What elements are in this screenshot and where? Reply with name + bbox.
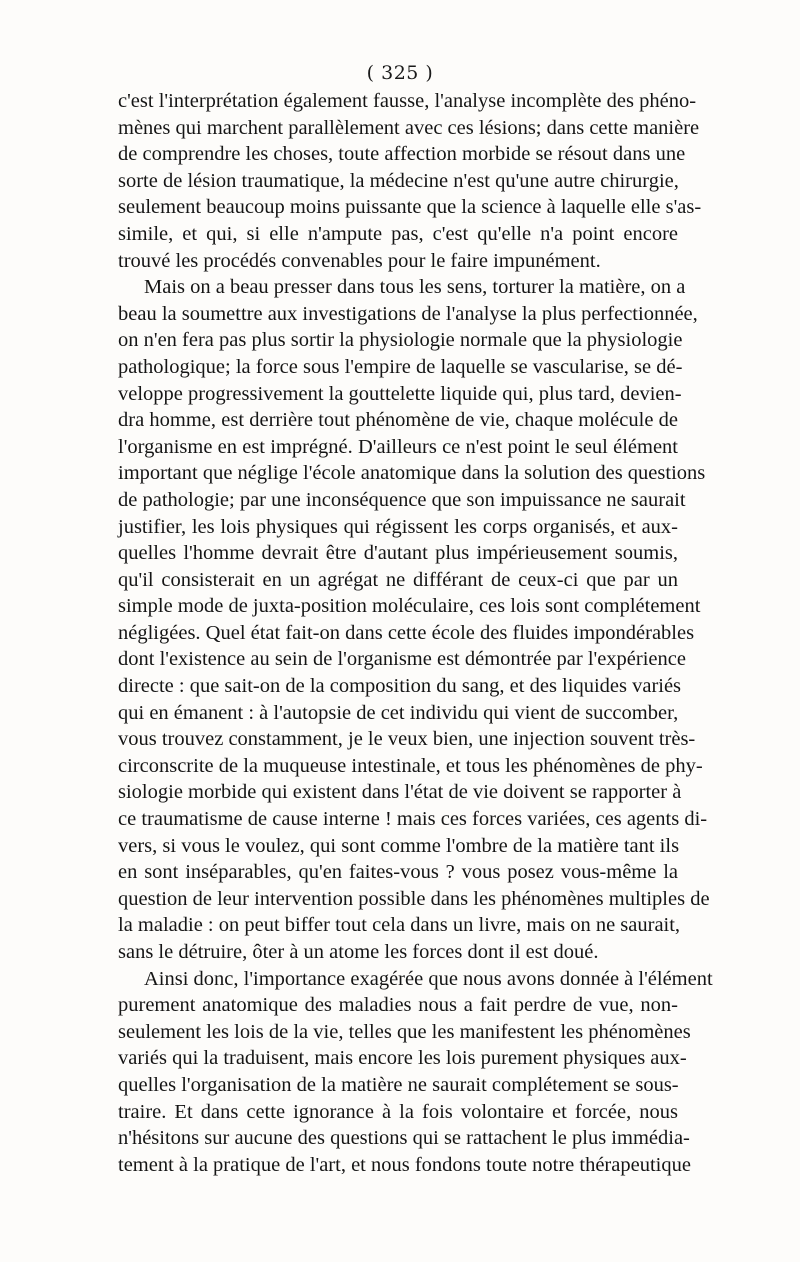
text-line: de comprendre les choses, toute affection morbide se résout dans une	[118, 143, 686, 166]
text-line: justifier, les lois physiques qui régissent les corps organisés, et aux-	[118, 515, 678, 538]
paragraph-first-line: Mais on a beau presser dans tous les sens, torturer la matière, on a	[144, 276, 686, 299]
text-line: qu'il consisterait en un agrégat ne différant de ceux-ci que par un	[118, 568, 678, 591]
text-line: vers, si vous le voulez, qui sont comme l'ombre de la matière tant ils	[118, 834, 680, 857]
text-line: sorte de lésion traumatique, la médecine n'est qu'une autre chirurgie,	[118, 169, 679, 192]
text-line: tement à la pratique de l'art, et nous fondons toute notre thérapeutique	[118, 1153, 691, 1176]
body-text	[118, 88, 713, 1178]
text-line: simple mode de juxta-position moléculaire, ces lois sont complétement	[118, 595, 701, 618]
text-line: traire. Et dans cette ignorance à la fois volontaire et forcée, nous	[118, 1100, 678, 1123]
text-line: simile, et qui, si elle n'ampute pas, c'est qu'elle n'a point encore	[118, 222, 678, 245]
text-line: mènes qui marchent parallèlement avec ces lésions; dans cette manière	[118, 116, 700, 139]
text-line: important que néglige l'école anatomique dans la solution des questions	[118, 462, 706, 485]
text-line: la maladie : on peut biffer tout cela dans un livre, mais on ne saurait,	[118, 914, 681, 937]
text-line: en sont inséparables, qu'en faites-vous ? vous posez vous-même la	[118, 861, 678, 884]
text-line: siologie morbide qui existent dans l'état de vie doivent se rapporter à	[118, 781, 682, 804]
text-line: ce traumatisme de cause interne ! mais ces forces variées, ces agents di-	[118, 808, 708, 831]
page-number: ( 325 )	[366, 62, 434, 84]
text-line: de pathologie; par une inconséquence que son impuissance ne saurait	[118, 488, 686, 511]
text-line: directe : que sait-on de la composition du sang, et des liquides variés	[118, 675, 682, 698]
text-line: on n'en fera pas plus sortir la physiologie normale que la physiologie	[118, 329, 683, 352]
text-line: qui en émanent : à l'autopsie de cet individu qui vient de succomber,	[118, 701, 679, 724]
text-line: l'organisme en est imprégné. D'ailleurs ce n'est point le seul élément	[118, 435, 678, 458]
text-line: purement anatomique des maladies nous a fait perdre de vue, non-	[118, 994, 678, 1017]
text-line: pathologique; la force sous l'empire de laquelle se vascularise, se dé-	[118, 355, 683, 378]
text-line: beau la soumettre aux investigations de l'analyse la plus perfectionnée,	[118, 302, 698, 325]
text-line: question de leur intervention possible dans les phénomènes multiples de	[118, 887, 710, 910]
text-line: vous trouvez constamment, je le veux bien, une injection souvent très-	[118, 728, 696, 751]
text-line: négligées. Quel état fait-on dans cette école des fluides impondérables	[118, 621, 695, 644]
text-line: veloppe progressivement la gouttelette liquide qui, plus tard, devien-	[118, 382, 682, 405]
paragraph-first-line: Ainsi donc, l'importance exagérée que nous avons donnée à l'élément	[144, 967, 713, 990]
text-line: variés qui la traduisent, mais encore les lois purement physiques aux-	[118, 1047, 687, 1070]
text-line: circonscrite de la muqueuse intestinale, et tous les phénomènes de phy-	[118, 754, 703, 777]
text-line: quelles l'organisation de la matière ne saurait complétement se sous-	[118, 1073, 679, 1096]
text-line: trouvé les procédés convenables pour le faire impunément.	[118, 249, 601, 272]
text-line: c'est l'interprétation également fausse, l'analyse incomplète des phéno-	[118, 90, 697, 112]
text-line: seulement les lois de la vie, telles que les manifestent les phénomènes	[118, 1020, 691, 1043]
text-line: n'hésitons sur aucune des questions qui se rattachent le plus immédia-	[118, 1127, 690, 1150]
text-line: quelles l'homme devrait être d'autant plus impérieusement soumis,	[118, 542, 678, 565]
text-line: sans le détruire, ôter à un atome les forces dont il est doué.	[118, 941, 599, 963]
text-line: dont l'existence au sein de l'organisme est démontrée par l'expérience	[118, 648, 686, 671]
text-line: seulement beaucoup moins puissante que la science à laquelle elle s'as-	[118, 196, 702, 219]
text-line: dra homme, est derrière tout phénomène de vie, chaque molécule de	[118, 409, 678, 432]
